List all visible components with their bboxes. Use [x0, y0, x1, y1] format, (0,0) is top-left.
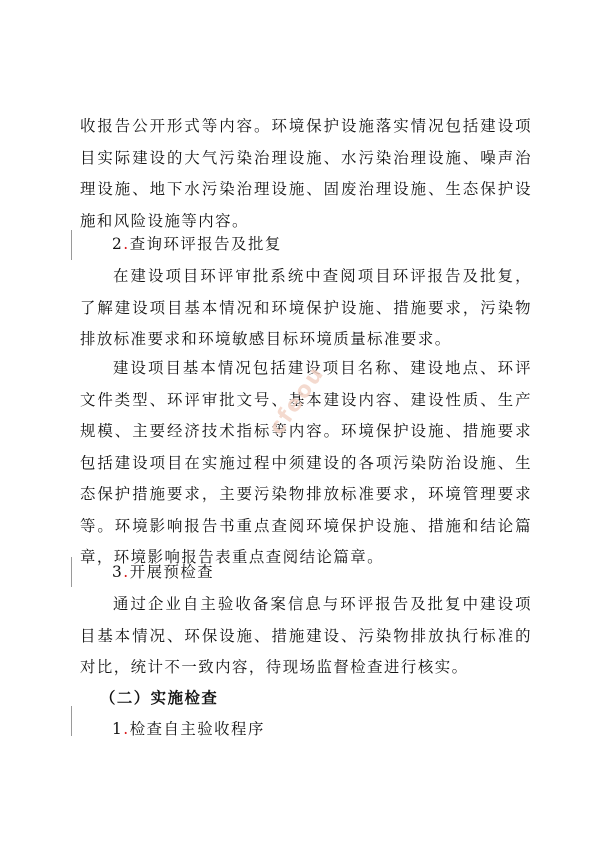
revision-bar — [71, 557, 72, 587]
heading-text: 开展预检查 — [129, 563, 215, 581]
heading-query-eia — [112, 229, 282, 261]
heading-text: 查询环评报告及批复 — [129, 235, 282, 253]
heading-dot: . — [123, 235, 130, 253]
heading-dot: . — [123, 563, 130, 581]
paragraph-query-eia: 在建设项目环评审批系统中查阅项目环评报告及批复，了解建设项目基本情况和环境保护设施、措施要求，污染物排放标准要求和环境敏感目标环境质量标准要求。 — [80, 267, 532, 348]
paragraph-facilities: 收报告公开形式等内容。环境保护设施落实情况包括建设项目实际建设的大气污染治理设施、水污染治理设施、噪声治理设施、地下水污染治理设施、固废治理设施、生态保护设施和风险设施等内容。 — [80, 117, 532, 230]
heading-check-procedure — [112, 714, 265, 746]
paragraph-basic-info: 建设项目基本情况包括建设项目名称、建设地点、环评文件类型、环评审批文号、基本建设内容、建设性质、生产规模、主要经济技术指标等内容。环境保护设施、措施要求包括建设项目在实施过程中须建设的各项污染防治设施、生态保护措施要求，主要污染物排放标准要求，环境管理要求等。环境影响报告书重点查阅环境保护设施、措施和结论篇章，环境影响报告表重点查阅结论篇章。 — [80, 359, 532, 566]
revision-bar — [71, 706, 72, 736]
heading-text: 检查自主验收程序 — [129, 720, 265, 738]
paragraph-precheck: 通过企业自主验收备案信息与环评报告及批复中建设项目基本情况、环保设施、措施建设、污染物排放执行标准的对比，统计不一致内容，待现场监督检查进行核实。 — [80, 595, 532, 676]
heading-number: 3 — [112, 563, 124, 581]
heading-number: 2 — [112, 235, 124, 253]
watermark: cfeou — [264, 361, 330, 440]
section-heading-implement: （二）实施检查 — [100, 689, 219, 707]
revision-bar — [71, 230, 72, 260]
heading-precheck — [112, 557, 214, 589]
heading-number: 1 — [112, 720, 124, 738]
heading-dot: . — [123, 720, 130, 738]
